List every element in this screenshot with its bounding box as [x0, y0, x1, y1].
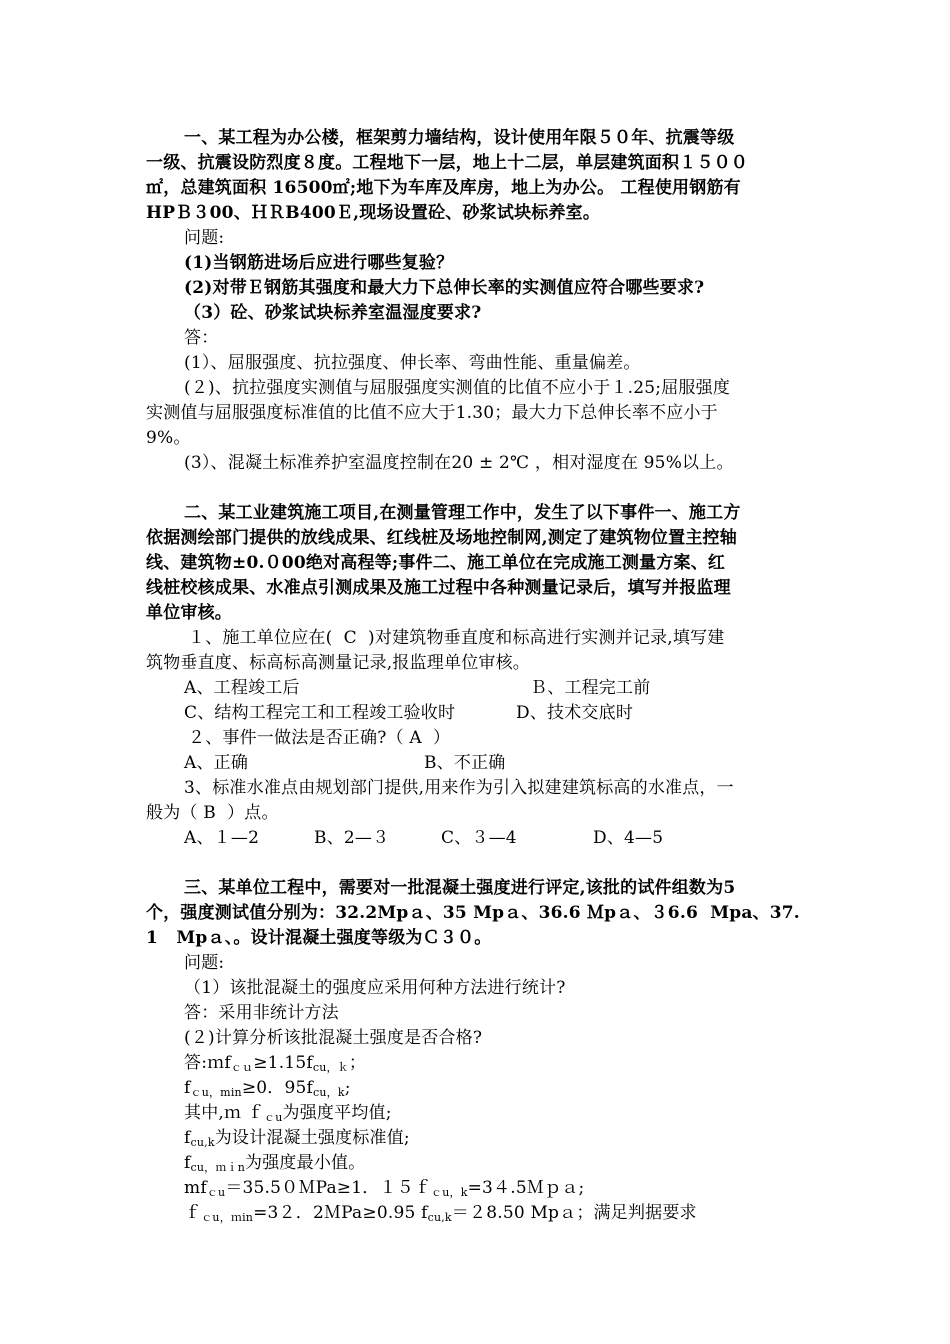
q2-item1-line-2: 筑物垂直度、标高标高测量记录,报监理单位审核。 — [146, 653, 531, 673]
formula-text: f — [184, 1078, 191, 1098]
q2-item1-line-1: １、施工单位应在( C )对建筑物垂直度和标高进行实测并记录,填写建 — [188, 628, 725, 648]
q2-item2-option-a: A、正确 — [184, 753, 249, 773]
formula-text: ≥0．95f — [241, 1078, 314, 1098]
formula-text: 为强度平均值; — [282, 1103, 392, 1123]
q3-definition-mean — [184, 1101, 392, 1125]
q2-item1-option-c: C、结构工程完工和工程竣工验收时 — [184, 703, 456, 723]
q3-answer-1: 答：采用非统计方法 — [184, 1003, 339, 1023]
q1-da-label: 答： — [184, 328, 219, 348]
formula-subscript: ｃu，min — [190, 1086, 242, 1099]
q2-item3-line-1: 3、标准水准点由规划部门提供,用来作为引入拟建建筑标高的水准点，一 — [184, 778, 734, 798]
formula-text: ; — [344, 1078, 351, 1098]
q2-intro-line-5: 单位审核。 — [146, 603, 232, 623]
q1-answer-2c: 9%。 — [146, 428, 191, 448]
formula-subscript: cu，ｋ — [312, 1061, 349, 1074]
q2-item3-option-d: D、4—5 — [593, 828, 664, 848]
q1-answer-2b: 实测值与屈服强度标准值的比值不应大于1.30；最大力下总伸长率不应小于 — [146, 403, 718, 423]
q2-item3-option-a: A、１—2 — [184, 828, 260, 848]
q3-wenti-label: 问题: — [184, 953, 225, 973]
q2-intro-line-2: 依据测绘部门提供的放线成果、红线桩及场地控制网,测定了建筑物位置主控轴 — [146, 528, 737, 548]
formula-text: mf — [184, 1178, 207, 1198]
q2-intro-line-3: 线、建筑物±0.０00绝对高程等;事件二、施工单位在完成施工测量方案、红 — [146, 553, 726, 573]
formula-subscript: ｃｕ — [230, 1061, 254, 1074]
q2-item3-line-2: 般为（ B ）点。 — [146, 803, 279, 823]
q2-item1-option-d: D、技术交底时 — [516, 703, 634, 723]
q3-definition-min — [184, 1151, 365, 1175]
q1-wenti-label: 问题: — [184, 228, 225, 248]
q3-sub-question-2: (２)计算分析该批混凝土强度是否合格? — [184, 1028, 483, 1048]
formula-subscript: ｃu — [206, 1186, 226, 1199]
q1-question-1: (1)当钢筋进场后应进行哪些复验？ — [184, 253, 454, 273]
q3-calc-mean — [184, 1176, 584, 1200]
formula-subscript: ｃu — [264, 1111, 283, 1124]
formula-subscript: cu,k — [190, 1136, 215, 1149]
q3-calc-min — [184, 1201, 697, 1225]
q1-intro-line-1: 一、某工程为办公楼，框架剪力墙结构，设计使用年限５０年、抗震等级 — [184, 128, 735, 148]
q2-intro-line-1: 二、某工业建筑施工项目,在测量管理工作中，发生了以下事件一、施工方 — [184, 503, 741, 523]
formula-text: ＝35.5０ＭPa≥1．１５ｆ — [225, 1178, 432, 1198]
q2-item2-option-b: B、不正确 — [424, 753, 506, 773]
formula-text: ； — [348, 1053, 367, 1073]
q1-intro-line-2: 一级、抗震设防烈度８度。工程地下一层，地上十二层，单层建筑面积１５００ — [146, 153, 748, 173]
q2-item1-option-a: A、工程竣工后 — [184, 678, 300, 698]
q3-definition-standard — [184, 1126, 410, 1150]
q1-answer-2a: (２)、抗拉强度实测值与屈服强度实测值的比值不应小于１.25;屈服强度 — [184, 378, 731, 398]
formula-text: 其中,ｍ ｆ — [184, 1103, 265, 1123]
formula-text: ＝２8.50 Mpａ；满足判据要求 — [451, 1203, 697, 1223]
q3-formula-min-criterion — [184, 1076, 351, 1100]
q1-answer-1: (1）、屈服强度、抗拉强度、伸长率、弯曲性能、重量偏差。 — [184, 353, 641, 373]
q3-formula-mean-criterion — [184, 1051, 366, 1075]
q1-question-2: (2)对带Ｅ钢筋其强度和最大力下总伸长率的实测值应符合哪些要求? — [184, 278, 705, 298]
q3-intro-line-2: 个，强度测试值分别为：32.2Mpａ、35 Mpａ、36.6 Ｍpａ、３6.6 Mpa、37. — [146, 903, 800, 923]
formula-text: ≥1.15f — [253, 1053, 313, 1073]
formula-subscript: ｃu，ｍin — [201, 1211, 254, 1224]
q3-intro-line-3: 1 Mpａ、。设计混凝土强度等级为Ｃ３０。 — [146, 928, 492, 948]
q3-sub-question-1: （1）该批混凝土的强度应采用何种方法进行统计? — [184, 978, 566, 998]
formula-text: 为强度最小值。 — [245, 1153, 366, 1173]
q1-answer-3: (3）、混凝土标准养护室温度控制在20 ± 2℃ ，相对湿度在 95%以上。 — [184, 453, 734, 473]
formula-text: ｆ — [184, 1203, 202, 1223]
q1-question-3: （3）砼、砂浆试块标养室温湿度要求? — [184, 303, 482, 323]
formula-text: =3２．2ＭPa≥0.95 f — [253, 1203, 428, 1223]
formula-text: 为设计混凝土强度标准值; — [214, 1128, 410, 1148]
formula-subscript: cu，k — [313, 1086, 345, 1099]
formula-subscript: cu,k — [427, 1211, 452, 1224]
formula-text: f — [184, 1128, 191, 1148]
q1-intro-line-3: ㎡，总建筑面积 16500㎡;地下为车库及库房，地上为办公。 工程使用钢筋有 — [146, 178, 741, 198]
formula-subscript: ｃu，k — [431, 1186, 468, 1199]
q3-intro-line-1: 三、某单位工程中，需要对一批混凝土强度进行评定,该批的试件组数为5 — [184, 878, 736, 898]
q2-intro-line-4: 线桩校核成果、水准点引测成果及施工过程中各种测量记录后，填写并报监理 — [146, 578, 731, 598]
formula-text: f — [184, 1153, 191, 1173]
formula-text: =3４.5Ｍｐａ; — [467, 1178, 585, 1198]
q2-item3-option-b: B、2—３ — [314, 828, 390, 848]
q2-item2: ２、事件一做法是否正确?（ A ） — [188, 728, 451, 748]
formula-subscript: cu，ｍｉn — [190, 1161, 246, 1174]
q1-intro-line-4: HPＢ３00、ＨＲB400Ｅ,现场设置砼、砂浆试块标养室。 — [146, 203, 601, 223]
q2-item1-option-b: Ｂ、工程完工前 — [530, 678, 651, 698]
formula-text: 答:ｍf — [184, 1053, 231, 1073]
q2-item3-option-c: C、３—4 — [441, 828, 517, 848]
